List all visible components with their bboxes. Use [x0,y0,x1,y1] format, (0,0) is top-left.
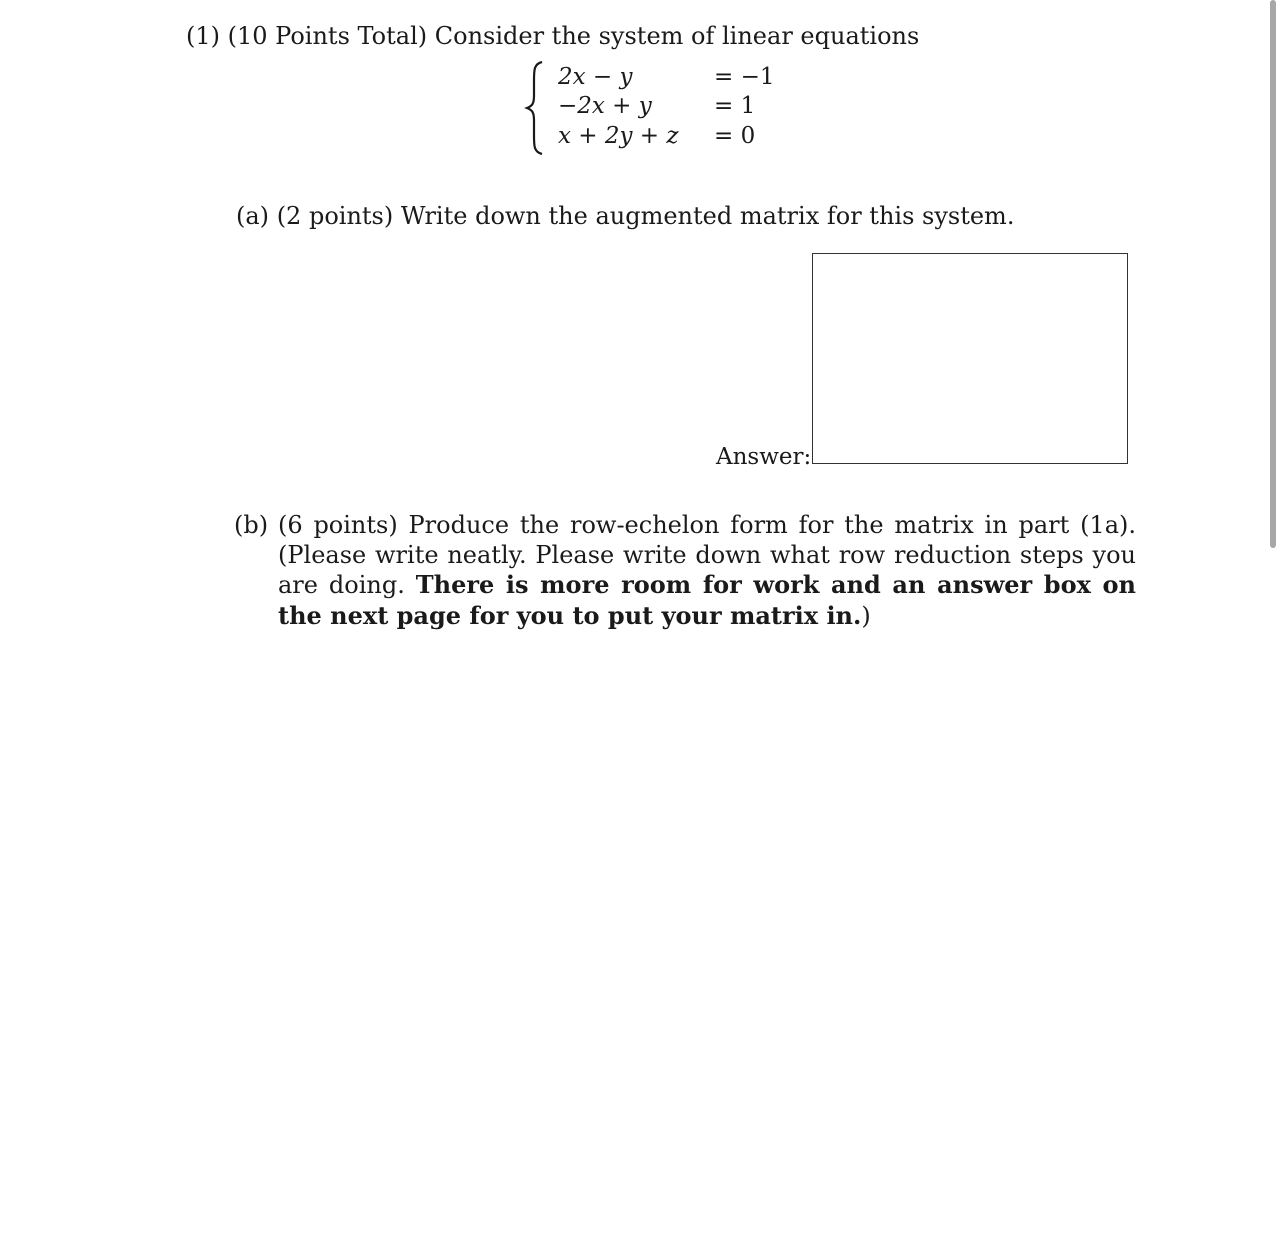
part-b-body [278,511,1136,631]
answer-box[interactable] [812,253,1128,464]
answer-label: Answer: [716,444,812,470]
left-brace [524,60,548,156]
equation-rhs: = 0 [714,123,756,149]
problem-number: (1) [186,22,220,50]
part-a [236,200,1014,232]
part-a-text: Write down the augmented matrix for this system. [400,202,1015,230]
part-a-points: (2 points) [276,202,394,230]
problem-heading [186,20,919,52]
equation-lhs: −2x + y [558,93,652,119]
part-b-text: Produce the row-echelon form for the matrix in part (1a). (Please write neatly. Please write down what row reduction steps you are doing. [278,511,1136,599]
scrollbar[interactable] [1270,0,1276,548]
part-b-bold-text: There is more room for work and an answer box on the next page for you to put your matrix in. [278,570,1136,630]
problem-prompt: Consider the system of linear equations [434,22,920,50]
equation-rhs: = −1 [714,64,775,90]
equation-rhs: = 1 [714,93,756,119]
part-b-label: (b) [234,511,269,539]
equation-lhs: x + 2y + z [558,123,679,149]
part-a-label: (a) [236,202,270,230]
part-b-points: (6 points) [278,511,398,539]
part-b-closing: ) [861,601,871,630]
equation-lhs: 2x − y [558,64,633,90]
equation-system [524,60,775,156]
problem-points: (10 Points Total) [227,22,428,50]
